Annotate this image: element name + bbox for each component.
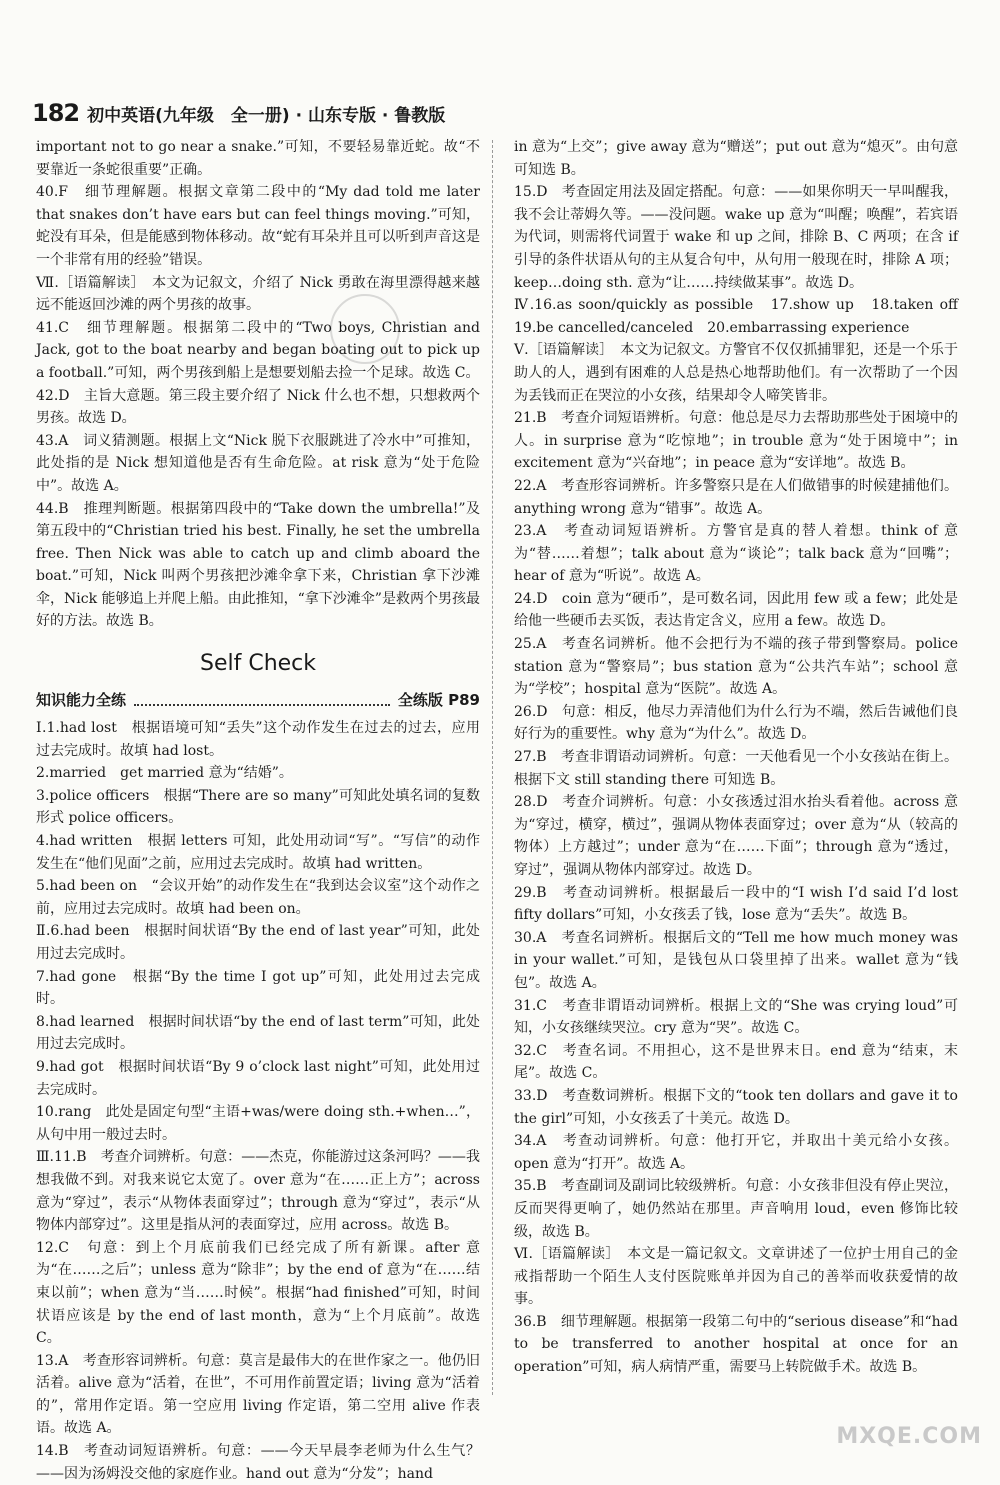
answer-paragraph: important not to go near a snake.”可知，不要轻易靠近蛇。故“不要靠近一条蛇很重要”正确。 bbox=[36, 139, 480, 178]
answer-paragraph: 23.A 考查动词短语辨析。方警官是真的替人着想。think of 意为“替……着想”；talk about 意为“谈论”；talk back 意为“回嘴”；hear of 意为“听说”。故选 A。 bbox=[514, 523, 958, 585]
answer-paragraph: 2.married get married 意为“结婚”。 bbox=[36, 765, 293, 782]
answer-paragraph: 7.had gone 根据“By the time I got up”可知，此处用过去完成时。 bbox=[36, 968, 480, 1008]
answer-paragraph: 3.police officers 根据“There are so many”可知此处填名词的复数形式 police officers。 bbox=[36, 787, 480, 827]
answer-paragraph: 26.D 句意：相反，他尽力弄清他们为什么行为不端，然后告诫他们良好行为的重要性。why 意为“为什么”。故选 D。 bbox=[514, 703, 958, 743]
answer-paragraph: 13.A 考查形容词辨析。句意：莫言是最伟大的在世作家之一。他仍旧活着。alive 意为“活着，在世”，不可用作前置定语；living 意为“活着的”，常用作定语。第一空应用 living 作定语，第二空用 alive 作表语。故选 A。 bbox=[36, 1352, 480, 1437]
answer-paragraph: 9.had got 根据时间状语“By 9 o’clock last night”可知，此处用过去完成时。 bbox=[36, 1058, 480, 1098]
answer-paragraph: 14.B 考查动词短语辨析。句意：——今天早晨李老师为什么生气？——因为汤姆没交他的家庭作业。hand out 意为“分发”；hand bbox=[36, 1443, 480, 1482]
site-watermark: MXQE.COM bbox=[836, 1424, 982, 1449]
left-column bbox=[36, 136, 480, 1485]
answer-paragraph: 5.had been on “会议开始”的动作发生在“我到达会议室”这个动作之前，应用过去完成时。故填 had been on。 bbox=[36, 878, 480, 917]
answer-paragraph: 32.C 考查名词。不用担心，这不是世界末日。end 意为“结束，末尾”。故选 C。 bbox=[514, 1042, 958, 1082]
answer-paragraph: 31.C 考查非谓语动词辨析。根据上文的“She was crying loud”可知，小女孩继续哭泣。cry 意为“哭”。故选 C。 bbox=[514, 997, 958, 1037]
answer-paragraph: 28.D 考查介词辨析。句意：小女孩透过泪水抬头看着他。across 意为“穿过，横穿，横过”，强调从物体表面穿过；over 意为“从（较高的物体）上方越过”；under 意为“在……下面”；through 意为“透过，穿过”，强调从物体内部穿过。故选 D。 bbox=[514, 794, 958, 878]
answer-paragraph: 10.rang 此处是固定句型“主语+was/were doing sth.+when…”，从句中用一般过去时。 bbox=[36, 1104, 480, 1143]
answer-paragraph: 44.B 推理判断题。根据第四段中的“Take down the umbrella!”及第五段中的“Christian tried his best. Finally, he set the umbrella free. Then Nick was able to catch up and climb aboard the boat.”可知，Nick 叫两个男孩把沙滩伞拿下来，Christian 拿下沙滩伞，Nick 能够追上并爬上船。由此推知，“拿下沙滩伞”是救两个男孩最好的方法。故选 B。 bbox=[36, 500, 480, 630]
book-title: 初中英语(九年级 全一册) · 山东专版 · 鲁教版 bbox=[87, 105, 446, 126]
answer-paragraph: Ⅳ.16.as soon/quickly as possible 17.show up 18.taken off 19.be cancelled/canceled 20.embarrassing experience bbox=[514, 297, 972, 336]
answer-paragraph: Ⅱ.6.had been 根据时间状语“By the end of last year”可知，此处用过去完成时。 bbox=[36, 923, 480, 962]
answer-paragraph: Ⅰ.1.had lost 根据语境可知“丢失”这个动作发生在过去的过去，应用过去完成时。故填 had lost。 bbox=[36, 720, 480, 759]
answer-paragraph: 8.had learned 根据时间状语“by the end of last term”可知，此处用过去完成时。 bbox=[36, 1013, 480, 1053]
answer-paragraph: 34.A 考查动词辨析。句意：他打开它，并取出十美元给小女孩。open 意为“打开”。故选 A。 bbox=[514, 1133, 958, 1172]
practice-label: 知识能力全练 bbox=[36, 691, 127, 710]
answer-paragraph: 12.C 句意：到上个月底前我们已经完成了所有新课。after 意为“在……之后”；unless 意为“除非”；by the end of 意为“在……结束以前”；when 意为“当……时候”。根据“had finished”可知，时间状语应该是 by the end of last month，意为“上个月底前”。故选 C。 bbox=[36, 1239, 480, 1347]
answer-paragraph: 29.B 考查动词辨析。根据最后一段中的“I wish I’d said I’d lost fifty dollars”可知，小女孩丢了钱，lose 意为“丢失”。故选 B。 bbox=[514, 884, 958, 924]
answer-paragraph: 42.D 主旨大意题。第三段主要介绍了 Nick 什么也不想，只想救两个男孩。故选 D。 bbox=[36, 387, 480, 427]
page-number: 182 bbox=[32, 99, 80, 127]
answer-paragraph: Ⅴ.［语篇解读］ 本文为记叙文。方警官不仅仅抓捕罪犯，还是一个乐于助人的人，遇到有困难的人总是热心地帮助他们。有一次帮助了一个因为丢钱而正在哭泣的小女孩，结果却令人啼笑皆非。 bbox=[514, 342, 958, 404]
answer-paragraph: 21.B 考查介词短语辨析。句意：他总是尽力去帮助那些处于困境中的人。in surprise 意为“吃惊地”；in trouble 意为“处于困境中”；in excitement 意为“兴奋地”；in peace 意为“安详地”。故选 B。 bbox=[514, 410, 958, 472]
dot-leader bbox=[134, 694, 390, 706]
answer-paragraph: 27.B 考查非谓语动词辨析。句意：一天他看见一个小女孩站在街上。根据下文 still standing there 可知选 B。 bbox=[514, 749, 958, 788]
section-title: Self Check bbox=[199, 651, 317, 677]
answer-paragraph: 36.B 细节理解题。根据第一段第二句中的“serious disease”和“had to be transferred to another hospital at once for an operation”可知，病人病情严重，需要马上转院做手术。故选 B。 bbox=[514, 1313, 958, 1376]
answer-paragraph: Ⅶ.［语篇解读］ 本文为记叙文，介绍了 Nick 勇敢在海里漂得越来越远不能返回沙滩的两个男孩的故事。 bbox=[36, 274, 480, 314]
practice-bar bbox=[36, 687, 480, 713]
right-column bbox=[514, 136, 972, 1379]
answer-paragraph: in 意为“上交”；give away 意为“赠送”；put out 意为“熄灭”。由句意可知选 B。 bbox=[514, 139, 958, 178]
answer-paragraph: 41.C 细节理解题。根据第二段中的“Two boys, Christian and Jack, got to the boat nearby and began boating out to pick up a football.”可知，两个男孩到船上是想要划船去捡一个足球。故选 C。 bbox=[36, 319, 480, 381]
answer-paragraph: 40.F 细节理解题。根据文章第二段中的“My dad told me later that snakes don’t have ears but can feel things moving.”可知，蛇没有耳朵，但是能感到物体移动。故“蛇有耳朵并且可以听到声音这是一个非常有用的经验”错误。 bbox=[36, 184, 480, 268]
answer-paragraph: 30.A 考查名词辨析。根据后文的“Tell me how much money was in your wallet.”可知，是钱包从口袋里掉了出来。wallet 意为“钱包”。故选 A。 bbox=[514, 929, 958, 991]
answer-paragraph: 35.B 考查副词及副词比较级辨析。句意：小女孩非但没有停止哭泣，反而哭得更响了，她仍然站在那里。声音响用 loud，even 修饰比较级，故选 B。 bbox=[514, 1178, 958, 1240]
answer-paragraph: 22.A 考查形容词辨析。许多警察只是在人们做错事的时候建捕他们。anything wrong 意为“错事”。故选 A。 bbox=[514, 477, 958, 517]
answer-paragraph: 43.A 词义猜测题。根据上文“Nick 脱下衣服跳进了冷水中”可推知，此处指的是 Nick 想知道他是否有生命危险。at risk 意为“处于危险中”。故选 A。 bbox=[36, 432, 480, 494]
column-divider bbox=[492, 140, 493, 1395]
answer-paragraph: 24.D coin 意为“硬币”，是可数名词，因此用 few 或 a few；此处是给他一些硬币去买饭，表达肯定含义，应用 a few。故选 D。 bbox=[514, 590, 958, 630]
answer-paragraph: 33.D 考查数词辨析。根据下文的“took ten dollars and gave it to the girl”可知，小女孩丢了十美元。故选 D。 bbox=[514, 1087, 958, 1127]
page-header bbox=[32, 96, 976, 130]
answer-paragraph: Ⅲ.11.B 考查介词辨析。句意：——杰克，你能游过这条河吗？——我想我做不到。对我来说它太宽了。over 意为“在……正上方”；across 意为“穿过”，表示“从物体表面穿过”；through 意为“穿过”，表示“从物体内部穿过”。这里是指从河的表面穿过，应用 across。故选 B。 bbox=[36, 1149, 480, 1234]
answer-paragraph: 4.had written 根据 letters 可知，此处用动词“写”。“写信”的动作发生在“他们见面”之前，应用过去完成时。故填 had written。 bbox=[36, 833, 480, 872]
practice-ref: 全练版 P89 bbox=[397, 691, 480, 710]
answer-paragraph: Ⅵ.［语篇解读］ 本文是一篇记叙文。文章讲述了一位护士用自己的金戒指帮助一个陌生人支付医院账单并因为自己的善举而收获爱情的故事。 bbox=[514, 1246, 958, 1308]
answer-paragraph: 15.D 考查固定用法及固定搭配。句意：——如果你明天一早叫醒我，我不会让蒂姆久等。——没问题。wake up 意为“叫醒；唤醒”，若宾语为代词，则需将代词置于 wake 和 up 之间，排除 B、C 两项；在含 if 引导的条件状语从句的主从复合句中，从句用一般现在时，排除 A 项；keep…doing sth. 意为“让……持续做某事”。故选 D。 bbox=[514, 184, 958, 291]
answer-paragraph: 25.A 考查名词辨析。他不会把行为不端的孩子带到警察局。police station 意为“警察局”；bus station 意为“公共汽车站”；school 意为“学校”；hospital 意为“医院”。故选 A。 bbox=[514, 636, 958, 698]
